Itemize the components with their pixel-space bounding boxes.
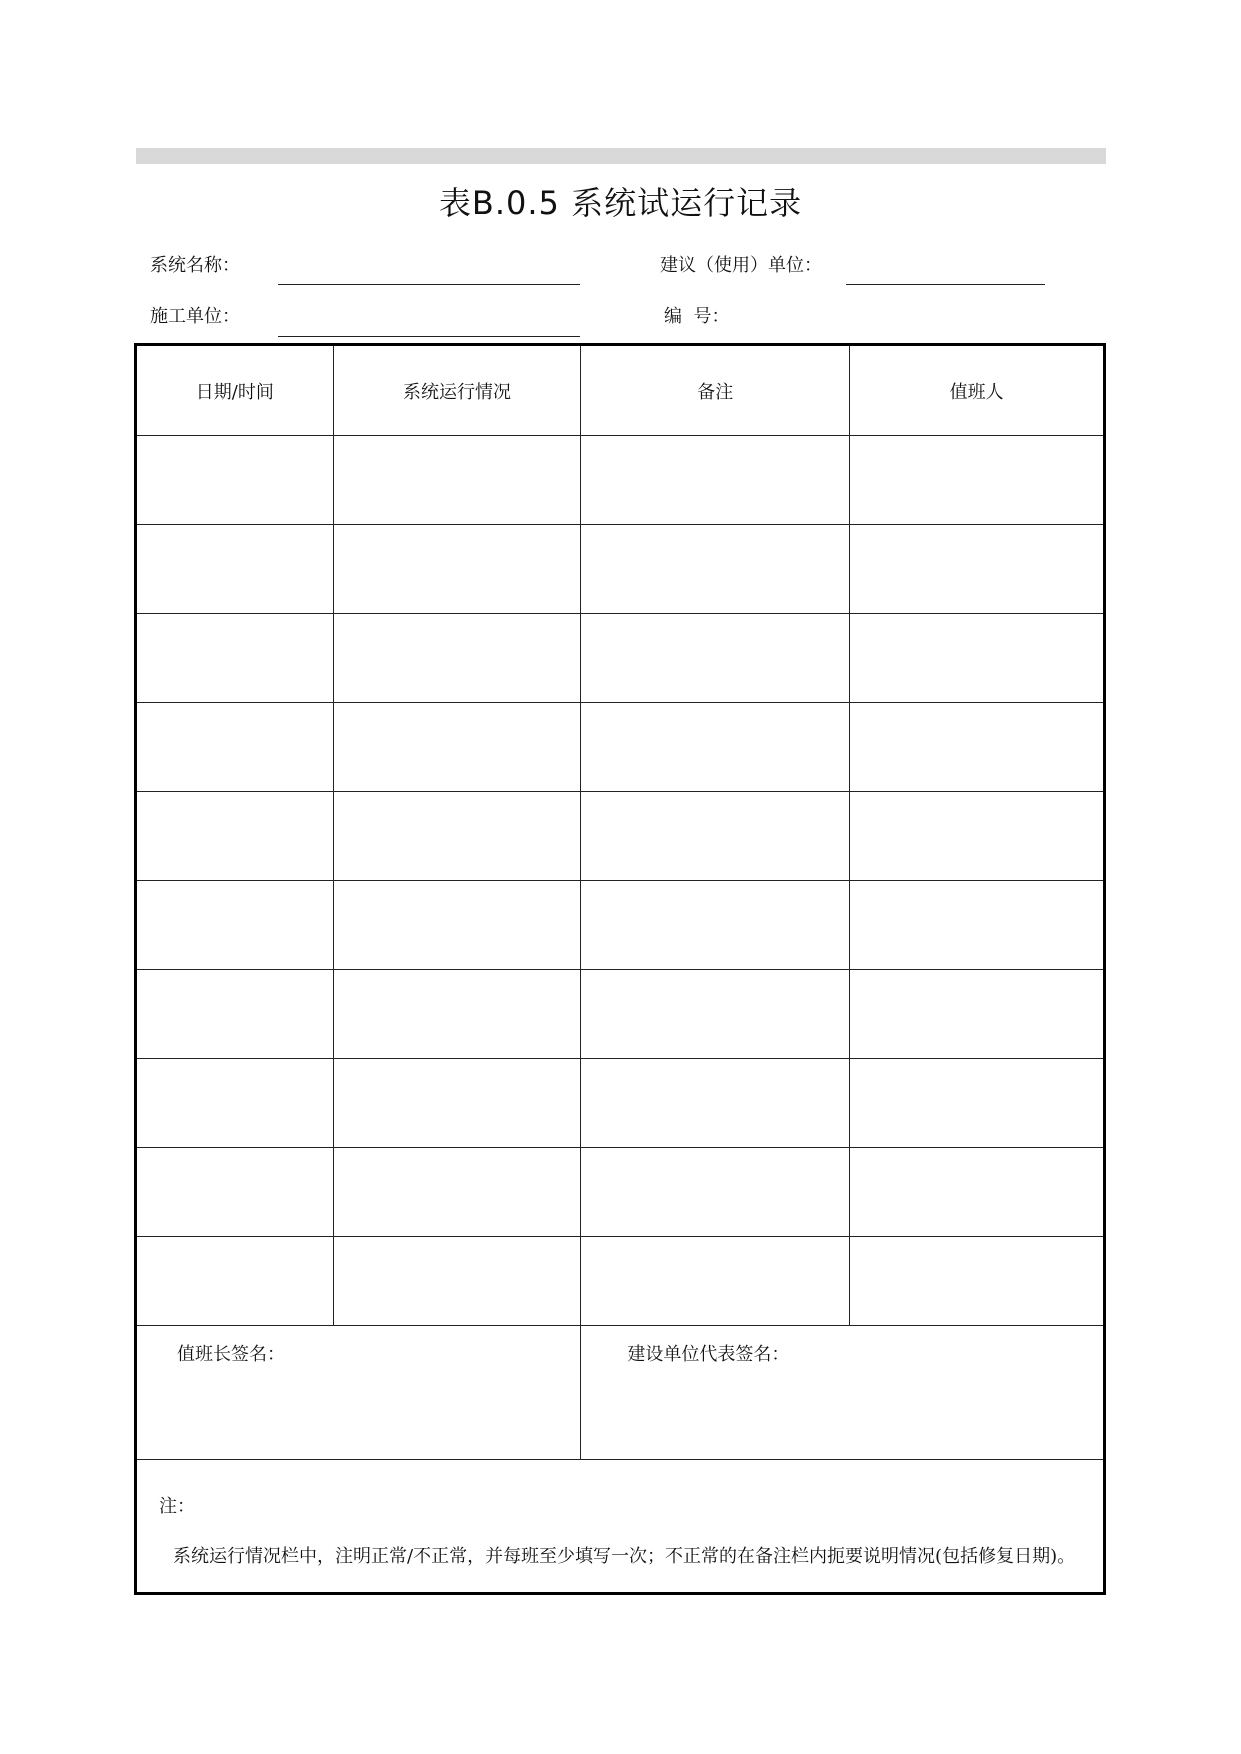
table-row [136, 1237, 1105, 1326]
note-cell [136, 1460, 1105, 1594]
number-label: 编 号： [664, 306, 730, 327]
on-duty-cell[interactable] [850, 792, 1105, 881]
table-row [136, 436, 1105, 525]
datetime-cell[interactable] [136, 436, 334, 525]
status-cell[interactable] [333, 614, 581, 703]
note-title: 注： [159, 1496, 195, 1517]
on-duty-cell[interactable] [850, 970, 1105, 1059]
datetime-cell[interactable] [136, 1237, 334, 1326]
remarks-cell[interactable] [581, 1237, 850, 1326]
table-row [136, 703, 1105, 792]
remarks-cell[interactable] [581, 436, 850, 525]
on-duty-cell[interactable] [850, 1237, 1105, 1326]
remarks-cell[interactable] [581, 703, 850, 792]
remarks-cell[interactable] [581, 792, 850, 881]
datetime-cell[interactable] [136, 703, 334, 792]
owner-unit-label: 建议（使用）单位： [660, 255, 822, 276]
table-header-row [136, 345, 1105, 436]
status-cell[interactable] [333, 792, 581, 881]
owner-rep-signature-label: 建设单位代表签名： [627, 1344, 790, 1365]
on-duty-cell[interactable] [850, 525, 1105, 614]
table-row [136, 525, 1105, 614]
table-row [136, 614, 1105, 703]
on-duty-cell[interactable] [850, 614, 1105, 703]
note-body: 系统运行情况栏中，注明正常/不正常，并每班至少填写一次；不正常的在备注栏内扼要说明情况(包括修复日期)。 [173, 1546, 1076, 1567]
on-duty-cell[interactable] [850, 436, 1105, 525]
page-title: 表B.0.5 系统试运行记录 [438, 184, 803, 222]
signature-row [136, 1326, 1105, 1460]
remarks-cell[interactable] [581, 525, 850, 614]
status-cell[interactable] [333, 436, 581, 525]
construction-unit-label: 施工单位： [150, 306, 240, 327]
datetime-cell[interactable] [136, 881, 334, 970]
datetime-cell[interactable] [136, 1059, 334, 1148]
status-cell[interactable] [333, 881, 581, 970]
table-row [136, 881, 1105, 970]
header-on-duty: 值班人 [850, 345, 1105, 436]
shift-leader-signature-label: 值班长签名： [177, 1344, 285, 1365]
status-cell[interactable] [333, 970, 581, 1059]
table-row [136, 792, 1105, 881]
remarks-cell[interactable] [581, 1059, 850, 1148]
status-cell[interactable] [333, 1237, 581, 1326]
note-row [136, 1460, 1105, 1594]
datetime-cell[interactable] [136, 1148, 334, 1237]
header-remarks: 备注 [581, 345, 850, 436]
top-gray-bar [136, 148, 1106, 164]
header-datetime: 日期/时间 [136, 345, 334, 436]
owner-rep-signature-cell[interactable] [581, 1326, 1105, 1460]
system-name-field[interactable] [278, 284, 580, 285]
owner-unit-field[interactable] [846, 284, 1045, 285]
construction-unit-field[interactable] [278, 336, 580, 337]
remarks-cell[interactable] [581, 970, 850, 1059]
table-row [136, 1148, 1105, 1237]
shift-leader-signature-cell[interactable] [136, 1326, 581, 1460]
remarks-cell[interactable] [581, 1148, 850, 1237]
table-row [136, 970, 1105, 1059]
on-duty-cell[interactable] [850, 1059, 1105, 1148]
status-cell[interactable] [333, 525, 581, 614]
datetime-cell[interactable] [136, 614, 334, 703]
system-name-label: 系统名称： [150, 255, 240, 276]
remarks-cell[interactable] [581, 881, 850, 970]
on-duty-cell[interactable] [850, 703, 1105, 792]
datetime-cell[interactable] [136, 970, 334, 1059]
status-cell[interactable] [333, 1059, 581, 1148]
remarks-cell[interactable] [581, 614, 850, 703]
header-status: 系统运行情况 [333, 345, 581, 436]
status-cell[interactable] [333, 1148, 581, 1237]
on-duty-cell[interactable] [850, 1148, 1105, 1237]
status-cell[interactable] [333, 703, 581, 792]
table-row [136, 1059, 1105, 1148]
datetime-cell[interactable] [136, 792, 334, 881]
datetime-cell[interactable] [136, 525, 334, 614]
record-table [134, 343, 1106, 1595]
on-duty-cell[interactable] [850, 881, 1105, 970]
